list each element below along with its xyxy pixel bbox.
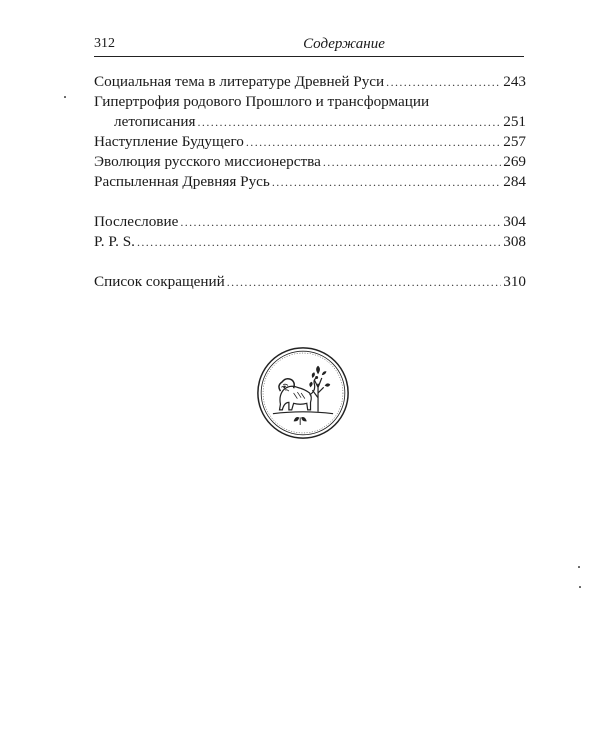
toc-entry-title: Социальная тема в литературе Древней Руси xyxy=(94,73,385,90)
table-of-contents xyxy=(94,72,526,292)
toc-entry xyxy=(94,172,526,192)
toc-entry xyxy=(94,132,526,152)
dot-leader xyxy=(323,152,501,172)
toc-entry-page: 257 xyxy=(503,133,526,150)
paper-speck xyxy=(579,586,581,588)
toc-entry xyxy=(94,152,526,172)
lion-tree-seal-icon xyxy=(256,346,350,440)
toc-entry-title: Эволюция русского миссионерства xyxy=(94,153,321,170)
toc-entry-page: 251 xyxy=(503,113,526,130)
toc-entry xyxy=(94,232,526,252)
toc-entry-title-line2: летописания xyxy=(114,113,196,130)
toc-entry-page: 243 xyxy=(503,73,526,90)
toc-entry-title: Послесловие xyxy=(94,213,179,230)
dot-leader xyxy=(180,212,501,232)
toc-entry-page: 308 xyxy=(503,233,526,250)
toc-entry xyxy=(94,272,526,292)
paper-speck xyxy=(64,96,66,98)
dot-leader xyxy=(246,132,501,152)
section-gap xyxy=(94,252,526,272)
toc-entry-title-line1: Гипертрофия родового Прошлого и трансформации xyxy=(94,93,430,110)
paper-speck xyxy=(578,566,580,568)
page-number: 312 xyxy=(94,36,115,51)
section-gap xyxy=(94,192,526,212)
dot-leader xyxy=(137,232,501,252)
dot-leader xyxy=(386,72,501,92)
running-title: Содержание xyxy=(303,36,385,52)
toc-entry-title: Распыленная Древняя Русь xyxy=(94,173,270,190)
toc-entry-page: 269 xyxy=(503,153,526,170)
toc-entry-page: 284 xyxy=(503,173,526,190)
toc-entry-page: 310 xyxy=(503,273,526,290)
toc-entry xyxy=(94,212,526,232)
toc-entry-title: Список сокращений xyxy=(94,273,225,290)
toc-entry xyxy=(94,72,526,92)
toc-entry-title: Наступление Будущего xyxy=(94,133,244,150)
toc-entry-page: 304 xyxy=(503,213,526,230)
page-header xyxy=(94,36,524,57)
dot-leader xyxy=(272,172,501,192)
dot-leader xyxy=(198,112,502,132)
dot-leader xyxy=(227,272,501,292)
toc-entry-title: P. P. S. xyxy=(94,233,135,250)
toc-entry xyxy=(94,92,526,132)
